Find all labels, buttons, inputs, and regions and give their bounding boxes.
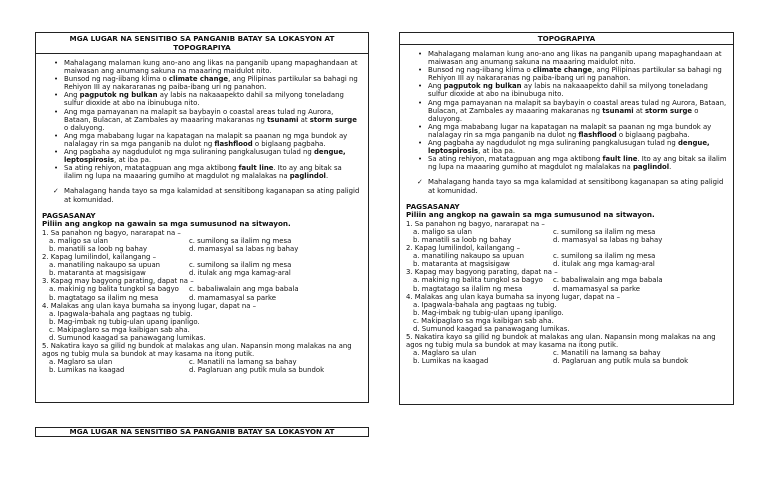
question-options: a. makinig ng balita tungkol sa bagyo c. babaliwalain ang mga babala b. magtatago sa ilalim ng mesa d. mamamasyal sa parke [49,285,299,302]
bullet-icon: • [54,91,59,100]
fact-item: • Ang mga pamayanan na malapit sa baybayin o coastal areas tulad ng Aurora, Bataan, Bulacan, at Zambales ay maaaring makaranas ng tsunami at storm surge o daluyong. [54,107,357,132]
bullet-icon: • [54,75,59,84]
question-options: a. Maglaro sa ulan c. Manatili na lamang sa bahay b. Lumikas na kaagad d. Paglaruan ang putik mula sa bundok [413,349,689,366]
instructions: Piliin ang angkop na gawain sa mga sumusunod na sitwayon. [42,219,291,229]
bullet-icon: • [418,155,423,164]
fact-item: • Sa ating rehiyon, matatagpuan ang mga aktibong fault line. Ito ay ang bitak sa ilalim ng lupa na maaaring gumiho at magdulot ng malalakas na paglindol. [418,155,727,172]
fact-item: • Ang pagputok ng bulkan ay labis na nakaaapekto dahil sa milyong toneladang sulfur dioxide at abo na ibinubuga nito. [54,91,344,108]
checkmark-icon: ✓ [53,187,59,196]
title-line: TOPOGRAPIYA [537,34,596,43]
bullet-icon: • [54,107,59,116]
bullet-icon: • [418,139,423,148]
question-3: 3. Kapag may bagyong parating, dapat na – a. makinig ng balita tungkol sa bagyo c. babaliwalain ang mga babala b. magtatago sa ilalim ng mesa d. mamamasyal sa parke [406,268,727,292]
question-2: 2. Kapag lumilindol, kailangang – a. manatiling nakaupo sa upuan c. sumilong sa ilalim ng mesa b. mataranta at magsisigaw d. itulak ang mga kamag-aral [42,253,362,277]
section-heading: PAGSASANAY [42,210,96,220]
bullet-icon: • [418,122,423,131]
question-1: 1. Sa panahon ng bagyo, nararapat na – a. maligo sa ulan c. sumilong sa ilalim ng mesa b. manatili sa loob ng bahay d. mamasyal sa labas ng bahay [42,229,362,253]
section-heading: PAGSASANAY [406,201,460,211]
question-3: 3. Kapag may bagyong parating, dapat na – a. makinig ng balita tungkol sa bagyo c. babaliwalain ang mga babala b. magtatago sa ilalim ng mesa d. mamamasyal sa parke [42,277,362,301]
instructions: Piliin ang angkop na gawain sa mga sumusunod na sitwayon. [406,210,655,220]
title-line-2: TOPOGRAPIYA [173,43,231,52]
fact-item: • Bunsod ng nag-iibang klima o climate change, ang Pilipinas partikular sa bahagi ng Rehiyon III ay nakararanas ng paiba-ibang uri ng panahon. [418,66,722,83]
bullet-icon: • [54,148,59,157]
question-options: a. Ipagwala-bahala ang pagtaas ng tubig. b. Mag-imbak ng tubig-ulan upang ipanligo. c. Makipaglaro sa mga kaibigan sab aha. d. Sumunod kaagad sa panawagang lumikas. [49,309,206,342]
bullet-icon: • [418,98,423,107]
worksheet-title [400,33,733,45]
next-worksheet-title-strip: MGA LUGAR NA SENSITIBO SA PANGANIB BATAY SA LOKASYON AT [35,427,369,437]
fact-item: • Sa ating rehiyon, matatagpuan ang mga aktibong fault line. Ito ay ang bitak sa ilalim ng lupa na maaaring gumiho at magdulot ng malalakas na paglindol. [54,164,342,181]
question-options: a. makinig ng balita tungkol sa bagyo c. babaliwalain ang mga babala b. magtatago sa ilalim ng mesa d. mamamasyal sa parke [413,276,663,293]
facts-list [42,59,362,180]
worksheet-content [400,50,733,365]
facts-list [406,50,727,171]
bullet-icon: • [418,82,423,91]
question-options: a. Ipagwala-bahala ang pagtaas ng tubig. b. Mag-imbak ng tubig-ulan upang ipanligo. c. Makipaglaro sa mga kaibigan sab aha. d. Sumunod kaagad sa panawagang lumikas. [413,300,570,333]
bullet-icon: • [54,164,59,173]
question-options: a. maligo sa ulan c. sumilong sa ilalim ng mesa b. manatili sa loob ng bahay d. mamasyal sa labas ng bahay [49,236,299,253]
fact-item: • Ang mga pamayanan na malapit sa baybayin o coastal areas tulad ng Aurora, Bataan, Bulacan, at Zambales ay maaaring makaranas ng tsunami at storm surge o daluyong. [418,98,727,123]
fact-item: • Ang mga mababang lugar na kapatagan na malapit sa paanan ng mga bundok ay nalalagay rin sa mga panganib na dulot ng flashflood o biglaang pagbaha. [418,122,712,139]
fact-item: • Ang mga mababang lugar na kapatagan na malapit sa paanan ng mga bundok ay nalalagay rin sa mga panganib na dulot ng flashflood o biglaang pagbaha. [54,131,348,148]
worksheet-title [36,33,368,54]
question-1: 1. Sa panahon ng bagyo, nararapat na – a. maligo sa ulan c. sumilong sa ilalim ng mesa b. manatili sa loob ng bahay d. mamasyal sa labas ng bahay [406,220,727,244]
worksheet-card-right [399,32,734,405]
bullet-icon: • [54,59,59,67]
reminder-note: ✓ Mahalagang handa tayo sa mga kalamidad at sensitibong kaganapan sa ating paligid at komunidad. [417,178,724,195]
reminder-note: ✓ Mahalagang handa tayo sa mga kalamidad at sensitibong kaganapan sa ating paligid at komunidad. [53,187,360,204]
question-options: a. manatiling nakaupo sa upuan c. sumilong sa ilalim ng mesa b. mataranta at magsisigaw d. itulak ang mga kamag-aral [49,261,292,278]
question-5: 5. Nakatira kayo sa gilid ng bundok at malakas ang ulan. Napansin mong malakas na ang agos ng tubig mula sa bundok at may kasama na itong putik. a. Maglaro sa ulan c. Manatili na lamang sa bahay b. Lumikas na kaagad d. Paglaruan ang putik mula sa bundok [42,342,362,374]
question-4: 4. Malakas ang ulan kaya bumaha sa inyong lugar, dapat na – a. Ipagwala-bahala ang pagtaas ng tubig. b. Mag-imbak ng tubig-ulan upang ipanligo. c. Makipaglaro sa mga kaibigan sab aha. d. Sumunod kaagad sa panawagang lumikas. [406,293,727,333]
fact-item: • Bunsod ng nag-iibang klima o climate change, ang Pilipinas partikular sa bahagi ng Rehiyon III ay nakararanas ng paiba-ibang uri ng panahon. [54,75,358,92]
checkmark-icon: ✓ [417,178,423,187]
fact-item: • Ang pagbaha ay nagdudulot ng mga suliraning pangkalusugan tulad ng dengue, leptospirosis, at iba pa. [54,148,346,165]
question-options: a. Maglaro sa ulan c. Manatili na lamang sa bahay b. Lumikas na kaagad d. Paglaruan ang putik mula sa bundok [49,358,325,375]
bullet-icon: • [418,66,423,75]
question-options: a. manatiling nakaupo sa upuan c. sumilong sa ilalim ng mesa b. mataranta at magsisigaw d. itulak ang mga kamag-aral [413,252,656,269]
question-5: 5. Nakatira kayo sa gilid ng bundok at malakas ang ulan. Napansin mong malakas na ang agos ng tubig mula sa bundok at may kasama na itong putik. a. Maglaro sa ulan c. Manatili na lamang sa bahay b. Lumikas na kaagad d. Paglaruan ang putik mula sa bundok [406,333,727,365]
worksheet-content [36,59,368,374]
question-4: 4. Malakas ang ulan kaya bumaha sa inyong lugar, dapat na – a. Ipagwala-bahala ang pagtaas ng tubig. b. Mag-imbak ng tubig-ulan upang ipanligo. c. Makipaglaro sa mga kaibigan sab aha. d. Sumunod kaagad sa panawagang lumikas. [42,302,362,342]
title-line-1: MGA LUGAR NA SENSITIBO SA PANGANIB BATAY SA LOKASYON AT [69,34,335,43]
bullet-icon: • [418,50,423,58]
fact-item: • Mahalagang malaman kung ano-ano ang likas na panganib upang mapaghandaan at maiwasan ang anumang sakuna na maaaring maidulot nito. [418,50,722,67]
worksheet-card-left [35,32,369,403]
fact-item: • Mahalagang malaman kung ano-ano ang likas na panganib upang mapaghandaan at maiwasan ang anumang sakuna na maaaring maidulot nito. [54,59,358,76]
question-options: a. maligo sa ulan c. sumilong sa ilalim ng mesa b. manatili sa loob ng bahay d. mamasyal sa labas ng bahay [413,227,663,244]
bullet-icon: • [54,131,59,140]
fact-item: • Ang pagbaha ay nagdudulot ng mga suliraning pangkalusugan tulad ng dengue, leptospirosis, at iba pa. [418,139,710,156]
fact-item: • Ang pagputok ng bulkan ay labis na nakaaapekto dahil sa milyong toneladang sulfur dioxide at abo na ibinubuga nito. [418,82,708,99]
question-2: 2. Kapag lumilindol, kailangang – a. manatiling nakaupo sa upuan c. sumilong sa ilalim ng mesa b. mataranta at magsisigaw d. itulak ang mga kamag-aral [406,244,727,268]
